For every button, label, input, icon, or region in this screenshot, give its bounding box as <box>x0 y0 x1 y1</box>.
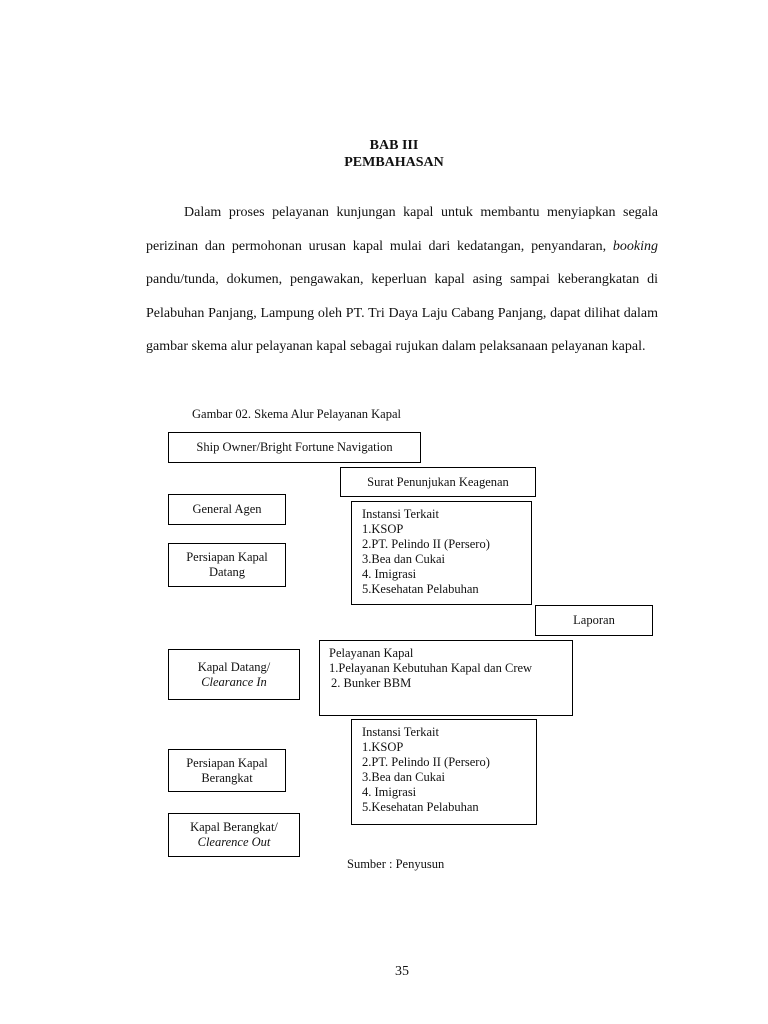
persiapan-kapal-berangkat-box <box>168 749 286 792</box>
pelayanan-item: 2. Bunker BBM <box>331 676 412 690</box>
instansi-2-item: 5.Kesehatan Pelabuhan <box>362 800 479 814</box>
instansi-1-item: 2.PT. Pelindo II (Persero) <box>362 537 490 551</box>
kapal-berangkat-box <box>168 813 300 857</box>
kapal-berangkat-line-1: Kapal Berangkat/ <box>190 820 278 834</box>
persiapan-datang-line-1: Persiapan Kapal <box>186 550 268 564</box>
persiapan-datang-line-2: Datang <box>208 565 246 579</box>
general-agen-label: General Agen <box>192 502 262 516</box>
instansi-1-item: 4. Imigrasi <box>362 567 417 581</box>
kapal-datang-box <box>168 649 300 700</box>
paragraph-italic-booking: booking <box>612 238 658 254</box>
chapter-title: PEMBAHASAN <box>344 155 444 170</box>
instansi-terkait-box-2 <box>351 719 537 825</box>
page-number: 35 <box>395 964 409 979</box>
persiapan-berangkat-line-1: Persiapan Kapal <box>186 755 268 770</box>
pelayanan-item: 1.Pelayanan Kebutuhan Kapal dan Crew <box>329 661 533 675</box>
instansi-2-item: 2.PT. Pelindo II (Persero) <box>362 755 490 769</box>
ship-owner-label: Ship Owner/Bright Fortune Navigation <box>196 440 393 454</box>
instansi-2-title: Instansi Terkait <box>362 725 440 739</box>
persiapan-berangkat-line-2: Berangkat <box>201 770 253 785</box>
ship-owner-box <box>168 432 421 463</box>
instansi-1-item: 5.Kesehatan Pelabuhan <box>362 582 479 596</box>
figure-source: Sumber : Penyusun <box>347 857 445 871</box>
surat-penunjukan-box <box>340 467 536 497</box>
paragraph-text-1: Dalam proses pelayanan kunjungan kapal untuk membantu menyiapkan segala perizinan dan permohonan urusan kapal mulai dari kedatangan, penyandaran, <box>146 205 658 254</box>
instansi-2-item: 1.KSOP <box>362 740 404 754</box>
pelayanan-title: Pelayanan Kapal <box>329 646 414 660</box>
chapter-number: BAB III <box>369 138 419 153</box>
persiapan-kapal-datang-box <box>168 543 286 587</box>
figure-caption: Gambar 02. Skema Alur Pelayanan Kapal <box>192 407 401 421</box>
paragraph-text-2: pandu/tunda, dokumen, pengawakan, keperluan kapal asing sampai keberangkatan di Pelabuhan Panjang, Lampung oleh PT. Tri Daya Laju Cabang Panjang, dapat dilihat dalam gambar skema alur pelayanan kapal sebagai rujukan dalam pelaksanaan pelayanan kapal. <box>146 272 658 355</box>
body-paragraph <box>146 196 658 364</box>
laporan-box <box>535 605 653 636</box>
instansi-1-title: Instansi Terkait <box>362 507 440 521</box>
clearance-in-label: Clearance In <box>201 674 267 689</box>
laporan-label: Laporan <box>573 613 615 627</box>
pelayanan-kapal-box <box>319 640 573 716</box>
instansi-2-item: 4. Imigrasi <box>362 785 417 799</box>
surat-penunjukan-label: Surat Penunjukan Keagenan <box>367 474 509 489</box>
clearence-out-label: Clearence Out <box>197 835 271 849</box>
instansi-1-item: 3.Bea dan Cukai <box>362 552 445 566</box>
instansi-terkait-box-1 <box>351 501 532 605</box>
kapal-datang-line-1: Kapal Datang/ <box>197 659 271 674</box>
instansi-1-item: 1.KSOP <box>362 522 404 536</box>
instansi-2-item: 3.Bea dan Cukai <box>362 770 445 784</box>
general-agen-box <box>168 494 286 525</box>
